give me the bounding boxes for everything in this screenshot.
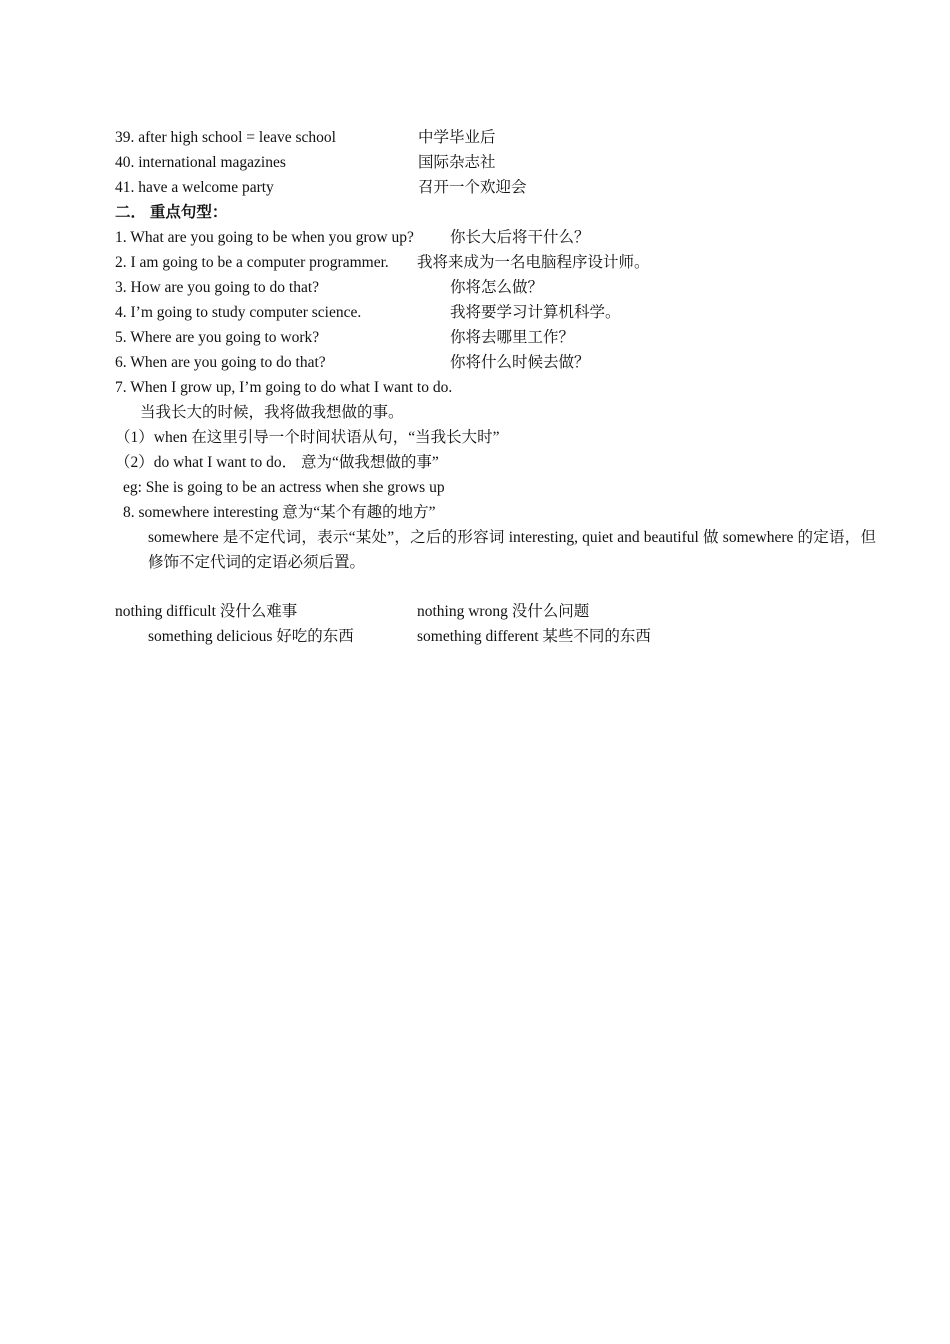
sentence-7-zh: 当我长大的时候，我将做我想做的事。 xyxy=(140,404,404,421)
sentence-2-en: 2. I am going to be a computer programmer. xyxy=(115,254,389,271)
vocab-39-en: 39. after high school = leave school xyxy=(115,129,336,146)
sentence-3-zh: 你将怎么做？ xyxy=(450,279,544,296)
sentence-3-en: 3. How are you going to do that? xyxy=(115,279,320,296)
sentence-2-zh: 我将来成为一名电脑程序设计师。 xyxy=(417,254,650,271)
vocab-40-zh: 国际杂志社 xyxy=(418,154,496,171)
vocab-39-zh: 中学毕业后 xyxy=(418,129,496,146)
vocab-40-en: 40. international magazines xyxy=(115,154,286,171)
sentence-7-note-2: （2）do what I want to do． 意为“做我想做的事” xyxy=(115,454,439,471)
phrase-something-delicious: something delicious 好吃的东西 xyxy=(148,628,354,645)
sentence-1-zh: 你长大后将干什么？ xyxy=(450,229,590,246)
sentence-4-en: 4. I’m going to study computer science. xyxy=(115,304,362,321)
vocab-41-en: 41. have a welcome party xyxy=(115,179,274,196)
vocab-41-zh: 召开一个欢迎会 xyxy=(418,179,527,196)
sentence-6-en: 6. When are you going to do that? xyxy=(115,354,326,371)
phrase-something-different: something different 某些不同的东西 xyxy=(417,628,651,645)
sentence-7-en: 7. When I grow up, I’m going to do what I want to do. xyxy=(115,379,453,396)
sentence-4-zh: 我将要学习计算机科学。 xyxy=(450,304,621,321)
phrase-nothing-difficult: nothing difficult 没什么难事 xyxy=(115,603,298,620)
phrase-nothing-wrong: nothing wrong 没什么问题 xyxy=(417,603,590,620)
item-8-title: 8. somewhere interesting 意为“某个有趣的地方” xyxy=(123,504,436,521)
sentence-1-en: 1. What are you going to be when you grow up? xyxy=(115,229,414,246)
item-8-explanation: somewhere 是不定代词，表示“某处”，之后的形容词 interesting, quiet and beautiful 做 somewhere 的定语，但修饰不定代词的定语必须后置。 xyxy=(148,529,876,571)
sentence-5-en: 5. Where are you going to work? xyxy=(115,329,320,346)
section-heading: 二． 重点句型： xyxy=(115,204,228,221)
sentence-6-zh: 你将什么时候去做？ xyxy=(450,354,590,371)
sentence-7-example: eg: She is going to be an actress when she grows up xyxy=(123,479,445,496)
sentence-5-zh: 你将去哪里工作？ xyxy=(450,329,575,346)
sentence-7-note-1: （1）when 在这里引导一个时间状语从句，“当我长大时” xyxy=(115,429,500,446)
